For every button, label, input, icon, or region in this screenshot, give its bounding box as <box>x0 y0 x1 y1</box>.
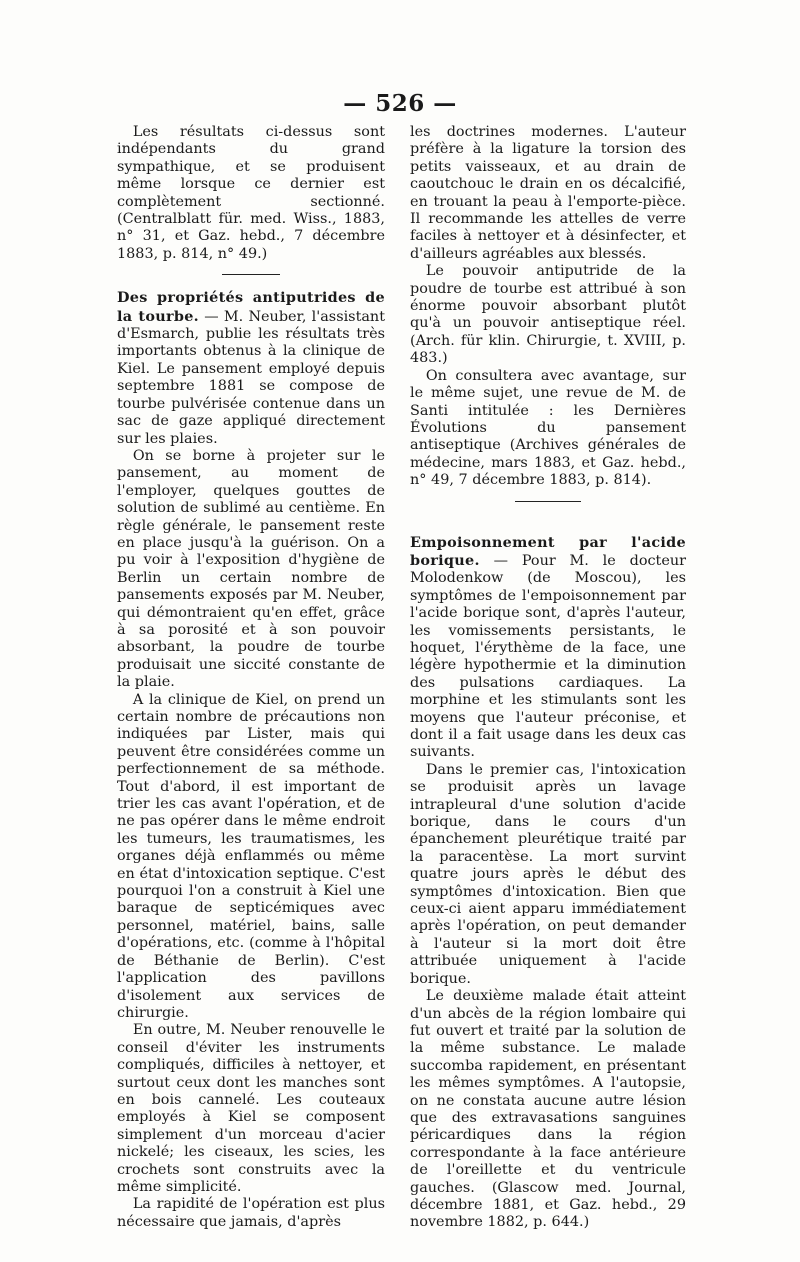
section-divider <box>222 274 280 275</box>
page-number: — 526 — <box>343 90 457 117</box>
right-column <box>410 124 686 1232</box>
paragraph-rapidite: La rapidité de l'opération est plus nécessaire que jamais, d'après <box>117 1196 385 1230</box>
paragraph-premier-cas: Dans le premier cas, l'intoxication se produisit après un lavage intrapleural d'une solution d'acide borique, dans le cours d'un épanchement pleurétique traité par la paracentèse. La mort survint quatre jours après le début des symptômes d'intoxication. Bien que ceux-ci aient apparu immédiatement après l'opération, on peut demander à l'auteur si la mort doit être attribuée uniquement à l'acide borique. <box>410 761 686 987</box>
section-acide-borique <box>410 534 686 762</box>
paragraph-instruments: En outre, M. Neuber renouvelle le conseil d'éviter les instruments compliqués, difficiles à nettoyer, et surtout ceux dont les manches sont en bois cannelé. Les couteaux employés à Kiel se composent simplement d'un morceau d'acier nickelé; les ciseaux, les scies, les crochets sont construits avec la même simplicité. <box>117 1022 385 1195</box>
section-divider <box>515 501 581 502</box>
section-tourbe <box>117 289 385 448</box>
left-column <box>117 124 385 1231</box>
section-title-tourbe: Des propriétés antiputrides de la tourbe. <box>117 289 385 325</box>
paragraph-clinique-kiel: A la clinique de Kiel, on prend un certain nombre de précautions non indiquées par Lister, mais qui peuvent être considérées comme un perfectionnement de sa méthode. Tout d'abord, il est important de trier les cas avant l'opération, et de ne pas opérer dans le même endroit les tumeurs, les traumatismes, les organes déjà enflammés ou même en état d'intoxication septique. C'est pourquoi l'on a construit à Kiel une baraque de septicémiques avec personnel, matériel, bains, salle d'opérations, etc. (comme à l'hôpital de Béthanie de Berlin). C'est l'application des pavillons d'isolement aux services de chirurgie. <box>117 691 385 1021</box>
section-lead-tourbe: — M. Neuber, l'assistant d'Esmarch, publie les résultats très importants obtenus à la clinique de Kiel. Le pansement employé depuis septembre 1881 se compose de tourbe pulvérisée contenue dans un sac de gaze appliqué directement sur les plaies. <box>117 308 385 447</box>
section-title-acide-borique: Empoisonnement par l'acide borique. <box>410 533 686 569</box>
paragraph-sympathique-results: Les résultats ci-dessus sont indépendants du grand sympathique, et se produisent même lorsque ce dernier est complètement sectionné. (Centralblatt für. med. Wiss., 1883, n° 31, et Gaz. hebd., 7 décembre 1883, p. 814, n° 49.) <box>117 124 385 262</box>
paragraph-pansement: On se borne à projeter sur le pansement, au moment de l'employer, quelques gouttes de solution de sublimé au centième. En règle générale, le pansement reste en place jusqu'à la guérison. On a pu voir à l'exposition d'hygiène de Berlin un certain nombre de pansements exposés par M. Neuber, qui démontraient qu'en effet, grâce à sa porosité et à son pouvoir absorbant, la poudre de tourbe produisait une siccité constante de la plaie. <box>117 447 385 691</box>
paragraph-pouvoir-antiputride: Le pouvoir antiputride de la poudre de tourbe est attribué à son énorme pouvoir absorbant plutôt qu'à un pouvoir antiseptique réel. (Arch. für klin. Chirurgie, t. XVIII, p. 483.) <box>410 263 686 367</box>
section-lead-acide-borique: — Pour M. le docteur Molodenkow (de Moscou), les symptômes de l'empoisonnement par l'acide borique sont, d'après l'auteur, les vomissements persistants, le hoquet, l'érythème de la face, une légère hypothermie et la diminution des pulsations cardiaques. La morphine et les stimulants sont les moyens que l'auteur préconise, et dont il a fait usage dans les deux cas suivants. <box>410 552 686 761</box>
paragraph-deuxieme-malade: Le deuxième malade était atteint d'un abcès de la région lombaire qui fut ouvert et traité par la solution de la même substance. Le malade succomba rapidement, en présentant les mêmes symptômes. A l'autopsie, on ne constata aucune autre lésion que des extravasations sanguines péricardiques dans la région correspondante à la face antérieure de l'oreillette et du ventricule gauches. (Glascow med. Journal, décembre 1881, et Gaz. hebd., 29 novembre 1882, p. 644.) <box>410 988 686 1231</box>
paragraph-consultera: On consultera avec avantage, sur le même sujet, une revue de M. de Santi intitulée : les Dernières Évolutions du pansement antiseptique (Archives générales de médecine, mars 1883, et Gaz. hebd., n° 49, 7 décembre 1883, p. 814). <box>410 367 686 489</box>
paragraph-doctrines: les doctrines modernes. L'auteur préfère à la ligature la torsion des petits vaisseaux, et au drain de caoutchouc le drain en os décalcifié, en trouant la peau à l'emporte-pièce. Il recommande les attelles de verre faciles à nettoyer et à désinfecter, et d'ailleurs agréables aux blessés. <box>410 124 686 262</box>
